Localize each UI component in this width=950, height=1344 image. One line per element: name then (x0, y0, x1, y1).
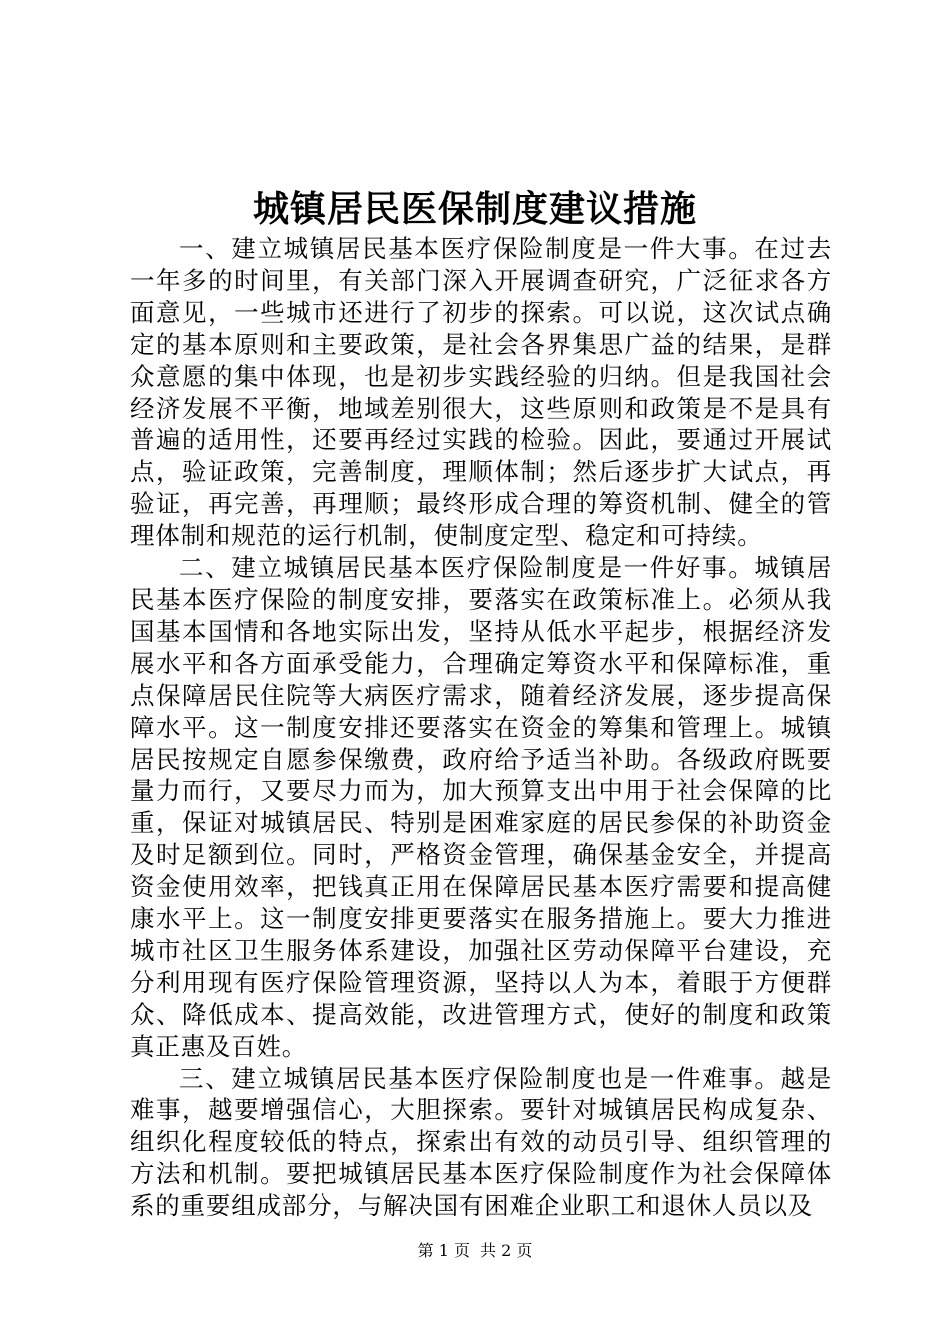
paragraph-2: 二、建立城镇居民基本医疗保险制度是一件好事。城镇居民基本医疗保险的制度安排，要落实在政策标准上。必须从我国基本国情和各地实际出发，坚持从低水平起步，根据经济发展水平和各方面承受能力，合理确定筹资水平和保障标准，重点保障居民住院等大病医疗需求，随着经济发展，逐步提高保障水平。这一制度安排还要落实在资金的筹集和管理上。城镇居民按规定自愿参保缴费，政府给予适当补助。各级政府既要量力而行，又要尽力而为，加大预算支出中用于社会保障的比重，保证对城镇居民、特别是困难家庭的居民参保的补助资金及时足额到位。同时，严格资金管理，确保基金安全，并提高资金使用效率，把钱真正用在保障居民基本医疗需要和提高健康水平上。这一制度安排更要落实在服务措施上。要大力推进城市社区卫生服务体系建设，加强社区劳动保障平台建设，充分利用现有医疗保险管理资源，坚持以人为本，着眼于方便群众、降低成本、提高效能，改进管理方式，使好的制度和政策真正惠及百姓。 (130, 553, 832, 1061)
paragraph-1: 一、建立城镇居民基本医疗保险制度是一件大事。在过去一年多的时间里，有关部门深入开展调查研究，广泛征求各方面意见，一些城市还进行了初步的探索。可以说，这次试点确定的基本原则和主要政策，是社会各界集思广益的结果，是群众意愿的集中体现，也是初步实践经验的归纳。但是我国社会经济发展不平衡，地域差别很大，这些原则和政策是不是具有普遍的适用性，还要再经过实践的检验。因此，要通过开展试点，验证政策，完善制度，理顺体制；然后逐步扩大试点，再验证，再完善，再理顺；最终形成合理的筹资机制、健全的管理体制和规范的运行机制，使制度定型、稳定和可持续。 (130, 234, 832, 551)
document-title: 城镇居民医保制度建议措施 (252, 188, 697, 230)
page-number: 第 1 页 (417, 1241, 470, 1260)
document-body (130, 233, 832, 1222)
paragraph-3: 三、建立城镇居民基本医疗保险制度也是一件难事。越是难事，越要增强信心，大胆探索。要针对城镇居民构成复杂、组织化程度较低的特点，探索出有效的动员引导、组织管理的方法和机制。要把城镇居民基本医疗保险制度作为社会保障体系的重要组成部分，与解决国有困难企业职工和退休人员以及 (130, 1063, 832, 1221)
page-footer (0, 1240, 950, 1262)
page-total: 共 2 页 (480, 1241, 533, 1260)
